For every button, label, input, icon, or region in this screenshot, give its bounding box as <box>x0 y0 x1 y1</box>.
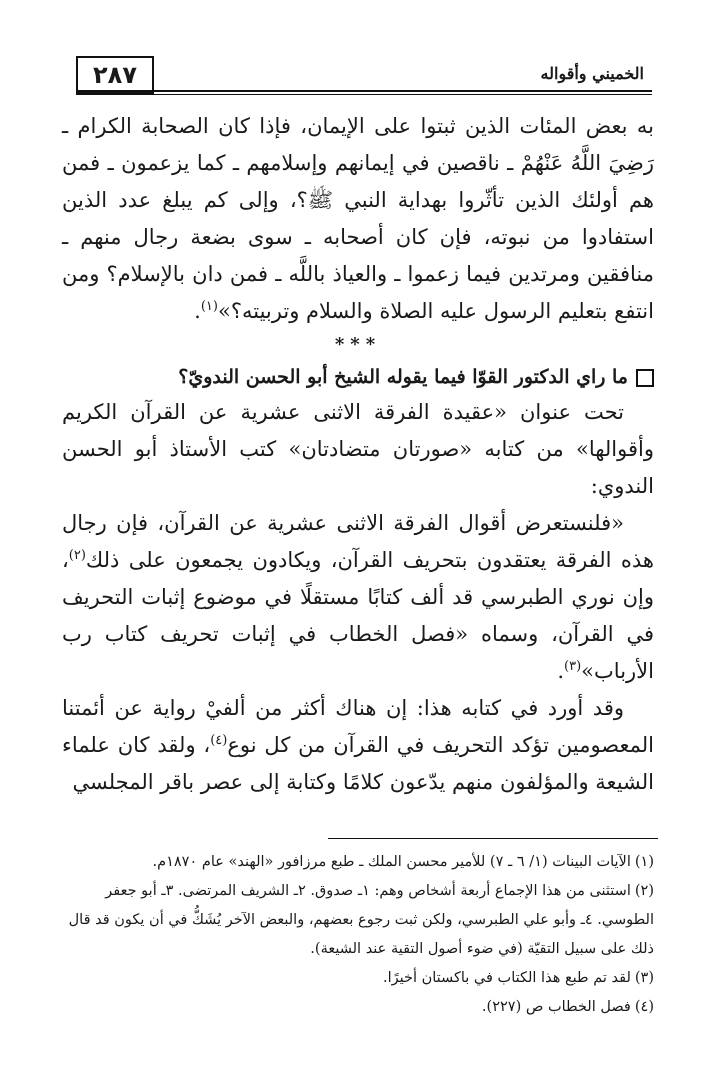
paragraph-4-text-a: وقد أورد في كتابه هذا: إن هناك أكثر من ألفيْ رواية عن أئمتنا المعصومين تؤكد التحريف في القرآن من كل نوع <box>62 696 655 757</box>
footnotes <box>62 848 654 1022</box>
header-rule <box>76 90 652 95</box>
paragraph-4-text-b: ، ولقد كان علماء الشيعة والمؤلفون منهم يدّعون كلامًا وكتابة إلى عصر باقر المجلسي <box>62 733 654 794</box>
paragraph-3-text-a: «فلنستعرض أقوال الفرقة الاثنى عشرية عن القرآن، فإن رجال هذه الفرقة يعتقدون بتحريف القرآن، ويكادون يجمعون على ذلك <box>62 511 654 572</box>
footnote-2 <box>62 877 654 964</box>
paragraph-3 <box>62 505 654 690</box>
footnote-4-text: فصل الخطاب ص (٢٢٧). <box>481 999 631 1015</box>
paragraph-1-text: به بعض المئات الذين ثبتوا على الإيمان، فإذا كان الصحابة الكرام ـ رَضِيَ اللَّهُ عَنْهُمْ ـ ناقصين في إيمانهم وإسلامهم ـ كما يزعمون ـ فمن هم أولئك الذين تأثّروا بهداية النبي ﷺ؟، وإلى كم يبلغ عدد الذين استفادوا من نبوته، فإن كان أصحابه ـ سوى بضعة رجال منهم ـ منافقين ومرتدين فيما زعموا ـ والعياذ باللَّه ـ فمن دان بالإسلام؟ ومن انتفع بتعليم الرسول عليه الصلاة والسلام وتربيته؟» <box>62 114 654 323</box>
checkbox-square-icon <box>636 369 654 387</box>
footnote-rule <box>328 838 658 839</box>
running-title: الخميني وأقواله <box>540 64 644 83</box>
footnote-4-number: (٤) <box>634 999 654 1015</box>
paragraph-2: تحت عنوان «عقيدة الفرقة الاثنى عشرية عن القرآن الكريم وأقوالها» من كتابه «صورتان متضادتان» كتب الأستاذ أبو الحسن الندوي: <box>62 400 654 498</box>
footnote-2-number: (٢) <box>634 883 654 899</box>
footnote-ref-3: (٣) <box>564 659 582 674</box>
paragraph-3-text-b: ، وإن نوري الطبرسي قد ألف كتابًا مستقلًا في موضوع إثبات التحريف في القرآن، وسماه «فصل الخطاب في إثبات تحريف كتاب رب الأرباب» <box>62 548 654 683</box>
footnote-3-number: (٣) <box>634 970 654 986</box>
footnote-2-text: استثنى من هذا الإجماع أربعة أشخاص وهم: ١ـ صدوق. ٢ـ الشريف المرتضى. ٣ـ أبو جعفر الطوسي. ٤ـ وأبو علي الطبرسي، ولكن ثبت رجوع بعضهم، والبعض الآخر يُشَكُّ في أن يكون قد قال ذلك على سبيل التقيّة (في ضوء أصول التقية عند الشيعة). <box>68 883 654 957</box>
page-number: ٢٨٧ <box>76 56 154 94</box>
question-text: ما راي الدكتور القوّا فيما يقوله الشيخ أبو الحسن الندويّ؟ <box>178 366 628 388</box>
footnote-ref-1: (١) <box>200 299 218 314</box>
footnote-ref-2: (٢) <box>68 548 86 563</box>
footnote-3-text: لقد تم طبع هذا الكتاب في باكستان أخيرًا. <box>382 970 631 986</box>
footnote-3 <box>62 964 654 993</box>
page-header <box>76 50 652 98</box>
paragraph-1-end: . <box>194 299 201 323</box>
paragraph-1 <box>62 108 654 330</box>
paragraph-4 <box>62 690 654 801</box>
paragraph-3-end: . <box>557 659 565 683</box>
question-heading <box>62 360 654 394</box>
footnote-ref-4: (٤) <box>210 733 228 748</box>
section-separator: *** <box>334 334 382 355</box>
footnote-1-number: (١) <box>634 854 654 870</box>
footnote-4 <box>62 993 654 1022</box>
main-text <box>62 108 654 801</box>
footnote-1-text: الآيات البينات (١/ ٦ ـ ٧) للأمير محسن الملك ـ طبع مرزافور «الهند» عام ١٨٧٠م. <box>152 854 631 870</box>
footnote-1 <box>62 848 654 877</box>
